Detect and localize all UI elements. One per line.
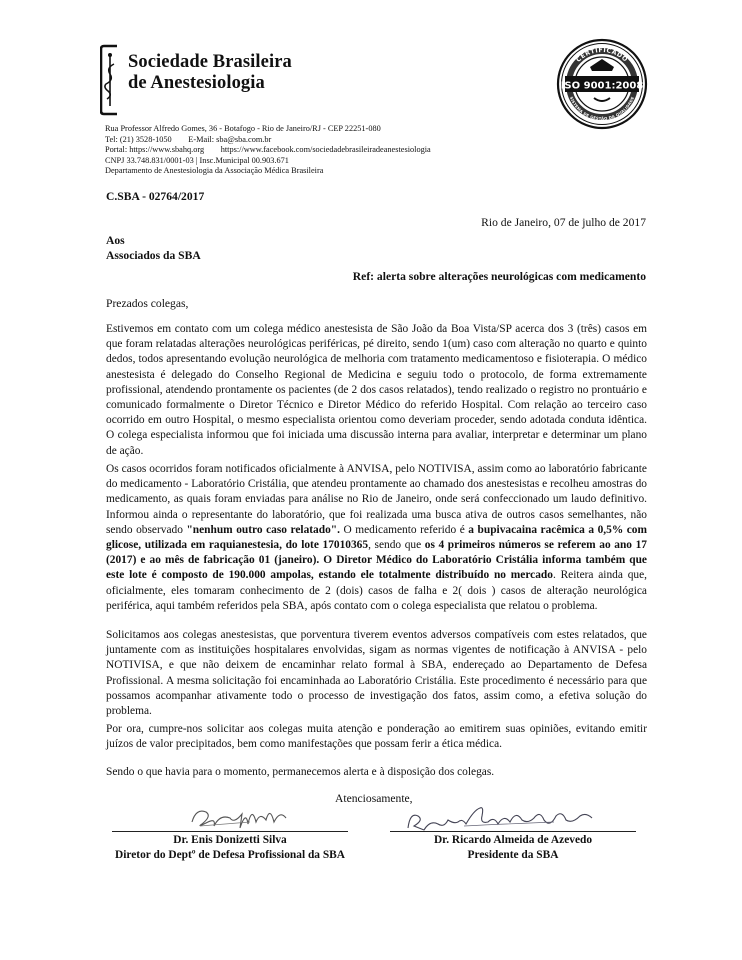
- paragraph-2-lot-info: os 4 primeiros números se referem ao ano 17 (2017) e ao mês de fabricação 01 (janeiro). O Diretor Médico do Laboratório Cristália informa também que este lote é composto de 190.000 ampolas, estando ele totalmente distribuído no mercado: [106, 539, 647, 582]
- signatory-1-name: Dr. Enis Donizetti Silva: [173, 834, 287, 846]
- org-name-line2: de Anestesiologia: [128, 73, 265, 93]
- recipient-line1: Aos: [106, 234, 125, 247]
- paragraph-3: Solicitamos aos colegas anestesistas, que porventura tiverem eventos adversos compatíveis com estes relatados, que juntamente com as instituições hospitalares envolvidas, sigam as normas vigentes de notificação à ANVISA - pelo NOTIVISA, e que não deixem de encaminhar relato formal à SBA, endereçado ao Departamento de Defesa Profissional. A mesma solicitação foi encaminhada ao Laboratório Cristália. Este procedimento é necessário para que possamos acompanhar ativamente todo o processo de investigação dos fatos, assim como, a efetiva solução do problema.: [106, 629, 647, 718]
- subject-line: Ref: alerta sobre alterações neurológicas com medicamento: [352, 270, 646, 283]
- paragraph-2-text: O medicamento referido é: [339, 523, 469, 536]
- paragraph-2-drug: a bupivacaina racêmica a 0,5% com glicose, utilizada em raquianestesia, do lote 17010365: [106, 523, 647, 552]
- signatory-1-title: Diretor do Deptº de Defesa Profissional da SBA: [115, 849, 345, 861]
- sba-logo-icon: [100, 44, 120, 116]
- signature-enis-icon: [186, 800, 306, 834]
- seal-iso-text: ISO 9001:2008: [560, 80, 644, 92]
- seal-top-text: CERTIFICADO: [575, 46, 629, 64]
- paragraph-2-text: , sendo que: [368, 539, 425, 552]
- recipient-block: [106, 233, 201, 263]
- paragraph-4: Por ora, cumpre-nos solicitar aos colegas muita atenção e ponderação ao emitirem suas opiniões, evitando emitir juízos de valor precipitados, bem como manifestações que possam ferir a ética médica.: [106, 723, 647, 751]
- address-line: Tel: (21) 3528-1050 E-Mail: sba@sba.com.br: [105, 134, 272, 144]
- letter-date: Rio de Janeiro, 07 de julho de 2017: [481, 216, 646, 229]
- signature-line: [390, 831, 636, 832]
- org-name-line1: Sociedade Brasileira: [128, 52, 292, 72]
- seal-bottom-text: SISTEMA DE GESTÃO DA QUALIDADE: [568, 95, 636, 122]
- address-line: CNPJ 33.748.831/0001-03 | Insc.Municipal 00.903.671: [105, 155, 289, 165]
- signature-line: [112, 831, 348, 832]
- iso-certification-seal-icon: [556, 38, 648, 130]
- signatory-2-name: Dr. Ricardo Almeida de Azevedo: [433, 834, 593, 846]
- paragraph-2-text: . Reitera ainda que, oficialmente, eles tomaram conhecimento de 2 (dois) casos de falha e 2( dois ) casos de alteração neurológica periférica, aqui também referidos pela SBA, após contato com o colega especialista que relatou o problema.: [106, 569, 647, 612]
- signatory-2-title: Presidente da SBA: [467, 849, 559, 861]
- paragraph-1: Estivemos em contato com um colega médico anestesista de São João da Boa Vista/SP acerca dos 3 (três) casos em que foram relatadas alterações neurológicas periféricas, pé direito, sendo 1(um) caso com alteração no quarto e quinto dedos, todos apresentando evolução neurológica de melhoria com tratamento medicamentoso e fisioterapia. O médico anestesista é delegado do Conselho Regional de Medicina e seguiu todo o protocolo, de forma extremamente profissional, atendendo prontamente os pacientes (de 2 dos casos relatados), tendo realizado o registro no prontuário e comunicado formalmente o Diretor Técnico e Diretor Médico do referido Hospital. Com relação ao terceiro caso ocorrido em outro Hospital, o mesmo especialista orientou como deveriam proceder, sendo adotada conduta idêntica. O colega especialista informou que foi iniciada uma discussão interna para avaliar, interpretar e determinar um plano de ação.: [106, 323, 647, 457]
- paragraph-2-text: Os casos ocorridos foram notificados oficialmente à ANVISA, pelo NOTIVISA, assim como ao laboratório fabricante do medicamento - Laboratório Cristália, que atendeu prontamente ao chamado dos anestesistas e recolheu amostras do medicamento, as quais foram enviadas para análise no Rio de Janeiro, onde será confeccionado um laudo definitivo. Informou ainda o representante do laboratório, que foi realizada uma busca ativa de outros casos semelhantes, não sendo observado: [106, 463, 647, 536]
- recipient-line2: Associados da SBA: [106, 249, 201, 262]
- paragraph-2: [106, 462, 647, 614]
- address-line: Departamento de Anestesiologia da Associação Médica Brasileira: [105, 166, 324, 176]
- salutation: Prezados colegas,: [106, 297, 189, 310]
- org-name: [128, 52, 292, 94]
- paragraph-2-quote: "nenhum outro caso relatado".: [186, 523, 340, 536]
- signatory-1: [100, 833, 360, 863]
- paragraph-5: Sendo o que havia para o momento, permanecemos alerta e à disposição dos colegas.: [106, 766, 495, 778]
- address-line: Rua Professor Alfredo Gomes, 36 - Botafogo - Rio de Janeiro/RJ - CEP 22251-080: [105, 124, 381, 133]
- reference-code: C.SBA - 02764/2017: [106, 190, 205, 203]
- address-block: [105, 124, 431, 177]
- closing: Atenciosamente,: [335, 792, 413, 805]
- signatory-2: [383, 833, 643, 863]
- address-line: Portal: https://www.sbahq.org https://www.facebook.com/sociedadebrasileiradeanestesiologia: [105, 145, 431, 155]
